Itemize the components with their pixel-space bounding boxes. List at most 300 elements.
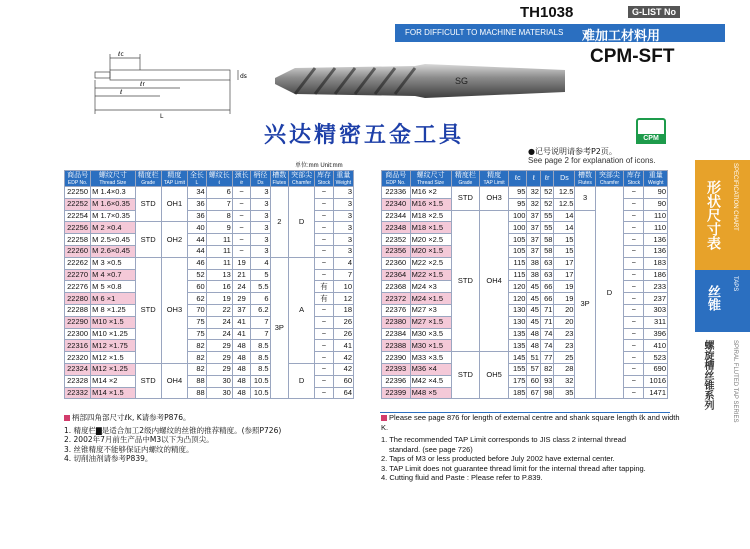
ds-cell: 10.5	[251, 375, 270, 387]
col-thread: 螺纹尺寸 Thread Size	[91, 171, 135, 187]
edp-cell: 22332	[65, 387, 91, 399]
ds-cell: 32	[554, 375, 575, 387]
ds-cell: 14	[554, 222, 575, 234]
edp-cell: 22258	[65, 234, 91, 246]
l-cell: 37	[527, 222, 541, 234]
edp-cell: 22336	[382, 187, 411, 199]
weight-cell: 10	[333, 281, 353, 293]
thread-cell: M27 ×3	[410, 304, 451, 316]
stock-cell: −	[315, 340, 334, 352]
thread-cell: M 1.6×0.35	[91, 198, 135, 210]
stock-cell: −	[315, 245, 334, 257]
L-cell: 52	[188, 269, 207, 281]
ds-cell: 15	[554, 234, 575, 246]
grade-cell: STD	[135, 187, 161, 222]
L-cell: 115	[509, 269, 527, 281]
L-cell: 130	[509, 316, 527, 328]
l-cell: 6	[206, 187, 232, 199]
ds-cell: 17	[554, 257, 575, 269]
ds-cell: 3	[251, 234, 270, 246]
l-cell: 8	[206, 210, 232, 222]
catalog-code: TH1038	[520, 4, 574, 21]
l-cell: 60	[527, 375, 541, 387]
stock-cell: −	[624, 293, 644, 305]
tap-limit-cell: OH5	[480, 352, 509, 399]
weight-cell: 4	[333, 257, 353, 269]
note-right-5: 4. Cutting fluid and Paste : Please refer to P.839.	[381, 473, 543, 482]
tap-photo	[265, 56, 585, 106]
col-stock: 库存 Stock	[315, 171, 334, 187]
col-edp: 商品号 EDP No.	[382, 171, 411, 187]
lr-cell: 66	[540, 281, 554, 293]
stock-cell: −	[315, 316, 334, 328]
note-right-1: 1. The recommended TAP Limit corresponds to JIS class 2 internal thread	[381, 435, 626, 444]
thread-cell: M 1.4×0.3	[91, 187, 135, 199]
thread-cell: M16 ×2	[410, 187, 451, 199]
col-flutes: 槽数 Flutes	[575, 171, 595, 187]
ds-cell: 28	[554, 363, 575, 375]
edp-cell: 22399	[382, 387, 411, 399]
col-stock: 库存 Stock	[624, 171, 644, 187]
lr-cell: 48	[232, 340, 251, 352]
L-cell: 82	[188, 340, 207, 352]
l-cell: 7	[206, 198, 232, 210]
thread-cell: M 2.6×0.45	[91, 245, 135, 257]
tap-dimension-drawing	[60, 44, 260, 124]
stock-cell: −	[315, 375, 334, 387]
edp-cell: 22320	[65, 352, 91, 364]
edp-cell: 22324	[65, 363, 91, 375]
ds-cell: 12.5	[554, 187, 575, 199]
ds-cell: 6.2	[251, 304, 270, 316]
weight-cell: 26	[333, 328, 353, 340]
stock-cell: −	[624, 198, 644, 210]
lr-cell: 48	[232, 352, 251, 364]
note-left-2: 2. 2002年7月前生产品中M3以下为凸顶尖。	[64, 435, 214, 444]
l-cell: 13	[206, 269, 232, 281]
lr-cell: −	[232, 210, 251, 222]
lr-cell: 48	[232, 363, 251, 375]
stock-cell: −	[315, 328, 334, 340]
chamfer-cell: D	[289, 363, 315, 398]
lr-cell: −	[232, 187, 251, 199]
weight-cell: 136	[644, 245, 668, 257]
lr-cell: −	[232, 222, 251, 234]
lr-cell: 74	[540, 340, 554, 352]
lr-cell: 41	[232, 316, 251, 328]
ds-cell: 7	[251, 328, 270, 340]
edp-cell: 22348	[382, 222, 411, 234]
l-cell: 67	[527, 387, 541, 399]
tap-limit-cell: OH3	[480, 187, 509, 211]
note-right-4: 3. TAP Limit does not guarantee thread limit for the internal thread after tapping.	[381, 463, 646, 473]
stock-cell: −	[624, 269, 644, 281]
L-cell: 70	[188, 304, 207, 316]
l-cell: 38	[527, 257, 541, 269]
stock-cell: −	[315, 222, 334, 234]
L-cell: 185	[509, 387, 527, 399]
label-L: L	[160, 113, 164, 120]
stock-cell: −	[315, 352, 334, 364]
spec-table-right	[381, 170, 668, 399]
side-tab-series-cn: 螺旋槽丝锥系列	[702, 340, 713, 410]
stock-cell: −	[624, 304, 644, 316]
thread-cell: M12 ×1.75	[91, 340, 135, 352]
stock-cell: −	[624, 352, 644, 364]
edp-cell: 22300	[65, 328, 91, 340]
lr-cell: −	[232, 234, 251, 246]
edp-cell: 22396	[382, 375, 411, 387]
lr-cell: 71	[540, 316, 554, 328]
L-cell: 120	[509, 281, 527, 293]
edp-cell: 22340	[382, 198, 411, 210]
l-cell: 30	[206, 387, 232, 399]
l-cell: 24	[206, 328, 232, 340]
l-cell: 11	[206, 234, 232, 246]
grade-cell: STD	[451, 187, 480, 211]
label-lc: ℓc	[118, 51, 124, 58]
table-row	[382, 375, 668, 387]
l-cell: 48	[527, 328, 541, 340]
glist-badge: G-LIST No	[628, 6, 680, 18]
lr-cell: −	[232, 198, 251, 210]
thread-cell: M48 ×5	[410, 387, 451, 399]
edp-cell: 22356	[382, 245, 411, 257]
weight-cell: 237	[644, 293, 668, 305]
L-cell: 82	[188, 363, 207, 375]
L-cell: 145	[509, 352, 527, 364]
weight-cell: 90	[644, 198, 668, 210]
table-row	[382, 340, 668, 352]
col-ds: Ds	[554, 171, 575, 187]
edp-cell: 22372	[382, 293, 411, 305]
lr-cell: 58	[540, 245, 554, 257]
l-cell: 24	[206, 316, 232, 328]
grade-cell: STD	[135, 222, 161, 257]
L-cell: 82	[188, 352, 207, 364]
l-cell: 22	[206, 304, 232, 316]
l-cell: 37	[527, 245, 541, 257]
col-lr: 颈长 ℓr	[232, 171, 251, 187]
weight-cell: 1471	[644, 387, 668, 399]
l-cell: 32	[527, 198, 541, 210]
thread-cell: M14 ×1.5	[91, 387, 135, 399]
weight-cell: 26	[333, 316, 353, 328]
l-cell: 45	[527, 316, 541, 328]
edp-cell: 22368	[382, 281, 411, 293]
note-right-3: 2. Taps of M3 or less producted before July 2002 have external center.	[381, 454, 615, 463]
edp-cell: 22280	[65, 293, 91, 305]
L-cell: 135	[509, 328, 527, 340]
L-cell: 105	[509, 245, 527, 257]
thread-cell: M 4 ×0.7	[91, 269, 135, 281]
edp-cell: 22252	[65, 198, 91, 210]
l-cell: 19	[206, 293, 232, 305]
l-cell: 30	[206, 375, 232, 387]
tap-limit-cell: OH3	[161, 257, 187, 363]
ds-cell: 3	[251, 210, 270, 222]
L-cell: 155	[509, 363, 527, 375]
edp-cell: 22270	[65, 269, 91, 281]
icon-note-en: See page 2 for explanation of icons.	[528, 156, 656, 165]
stock-cell: −	[315, 187, 334, 199]
label-ds: ds	[240, 73, 247, 80]
l-cell: 29	[206, 340, 232, 352]
l-cell: 57	[527, 363, 541, 375]
col-grade: 精度栏 Grade	[135, 171, 161, 187]
weight-cell: 303	[644, 304, 668, 316]
l-cell: 51	[527, 352, 541, 364]
L-cell: 75	[188, 328, 207, 340]
l-cell: 29	[206, 363, 232, 375]
L-cell: 44	[188, 234, 207, 246]
tap-limit-cell: OH2	[161, 222, 187, 257]
note-left-3: 3. 丝锥精度不能够保证内螺纹的精度。	[64, 444, 194, 454]
stock-cell: −	[624, 222, 644, 234]
side-tab-spec-cn: 形状尺寸表	[705, 180, 721, 250]
thread-cell: M12 ×1.25	[91, 363, 135, 375]
flutes-cell: 3P	[270, 257, 289, 399]
weight-cell: 60	[333, 375, 353, 387]
header-subtitle-cn: 难加工材料用	[582, 29, 661, 44]
L-cell: 120	[509, 293, 527, 305]
thread-cell: M 6 ×1	[91, 293, 135, 305]
weight-cell: 186	[644, 269, 668, 281]
table-row	[382, 187, 668, 199]
icon-note-cn: ●记号说明请参考P2页。	[528, 147, 617, 156]
L-cell: 135	[509, 340, 527, 352]
l-cell: 45	[527, 304, 541, 316]
weight-cell: 42	[333, 363, 353, 375]
col-flutes: 槽数 Flutes	[270, 171, 289, 187]
thread-cell: M22 ×2.5	[410, 257, 451, 269]
stock-cell: −	[624, 363, 644, 375]
col-ds: 柄径 Ds	[251, 171, 270, 187]
table-row	[382, 328, 668, 340]
weight-cell: 12	[333, 293, 353, 305]
thread-cell: M27 ×1.5	[410, 316, 451, 328]
lr-cell: 63	[540, 257, 554, 269]
weight-cell: 3	[333, 187, 353, 199]
ds-cell: 8.5	[251, 352, 270, 364]
l-cell: 32	[527, 187, 541, 199]
L-cell: 100	[509, 222, 527, 234]
ds-cell: 23	[554, 340, 575, 352]
side-tab-spec-en: SPECIFICATION CHART	[732, 163, 738, 231]
lr-cell: 29	[232, 293, 251, 305]
table-row	[382, 316, 668, 328]
L-cell: 88	[188, 387, 207, 399]
stock-cell: 有	[315, 281, 334, 293]
notes-right	[381, 413, 681, 483]
L-cell: 34	[188, 187, 207, 199]
thread-cell: M 1.7×0.35	[91, 210, 135, 222]
weight-cell: 41	[333, 340, 353, 352]
weight-cell: 3	[333, 198, 353, 210]
chamfer-cell: D	[595, 187, 624, 399]
edp-cell: 22352	[382, 234, 411, 246]
lr-cell: 58	[540, 234, 554, 246]
lr-cell: 74	[540, 328, 554, 340]
col-chamfer: 突部尖 Chamfer	[595, 171, 624, 187]
l-cell: 48	[527, 340, 541, 352]
weight-cell: 396	[644, 328, 668, 340]
table-row	[382, 245, 668, 257]
model-title: CPM-SFT	[590, 46, 675, 67]
ds-cell: 14	[554, 210, 575, 222]
table-row	[382, 304, 668, 316]
weight-cell: 136	[644, 234, 668, 246]
L-cell: 75	[188, 316, 207, 328]
l-cell: 37	[527, 210, 541, 222]
L-cell: 36	[188, 198, 207, 210]
thread-cell: M12 ×1.5	[91, 352, 135, 364]
thread-cell: M 2 ×0.4	[91, 222, 135, 234]
lr-cell: 82	[540, 363, 554, 375]
grade-cell: STD	[135, 363, 161, 398]
tap-limit-cell: OH4	[480, 210, 509, 352]
ds-cell: 17	[554, 269, 575, 281]
thread-cell: M24 ×1.5	[410, 293, 451, 305]
col-lr: ℓr	[540, 171, 554, 187]
L-cell: 95	[509, 187, 527, 199]
stock-cell: −	[624, 375, 644, 387]
thread-cell: M30 ×3.5	[410, 328, 451, 340]
weight-cell: 3	[333, 245, 353, 257]
edp-cell: 22376	[382, 304, 411, 316]
col-dL: ℓc	[509, 171, 527, 187]
edp-cell: 22254	[65, 210, 91, 222]
stock-cell: −	[624, 328, 644, 340]
lr-cell: 77	[540, 352, 554, 364]
stock-cell: −	[624, 316, 644, 328]
stock-cell: −	[624, 340, 644, 352]
edp-cell: 22393	[382, 363, 411, 375]
grade-cell: STD	[135, 257, 161, 363]
ds-cell: 19	[554, 281, 575, 293]
thread-cell: M16 ×1.5	[410, 198, 451, 210]
lr-cell: 41	[232, 328, 251, 340]
stock-cell: −	[624, 187, 644, 199]
weight-cell: 3	[333, 234, 353, 246]
stock-cell: −	[315, 257, 334, 269]
ds-cell: 12.5	[554, 198, 575, 210]
header-subtitle-en: FOR DIFFICULT TO MACHINE MATERIALS	[405, 28, 564, 37]
table-row	[382, 234, 668, 246]
l-cell: 38	[527, 269, 541, 281]
label-lr: ℓr	[140, 81, 145, 88]
edp-cell: 22262	[65, 257, 91, 269]
chamfer-cell: D	[289, 187, 315, 258]
edp-cell: 22250	[65, 187, 91, 199]
lr-cell: 93	[540, 375, 554, 387]
side-tab-series-en: SPIRAL FLUTED TAP SERIES	[732, 340, 738, 423]
stock-cell: −	[624, 281, 644, 293]
col-thread: 螺纹尺寸 Thread Size	[410, 171, 451, 187]
ds-cell: 8.5	[251, 340, 270, 352]
thread-cell: M10 ×1.5	[91, 316, 135, 328]
l-cell: 16	[206, 281, 232, 293]
thread-cell: M14 ×2	[91, 375, 135, 387]
L-cell: 44	[188, 245, 207, 257]
ds-cell: 23	[554, 328, 575, 340]
col-weight: 重量 Weight	[333, 171, 353, 187]
ds-cell: 20	[554, 304, 575, 316]
L-cell: 62	[188, 293, 207, 305]
lr-cell: 24	[232, 281, 251, 293]
cpm-logo-label: CPM	[636, 134, 666, 144]
ds-cell: 4	[251, 257, 270, 269]
weight-cell: 311	[644, 316, 668, 328]
flutes-cell: 2	[270, 187, 289, 258]
edp-cell: 22380	[382, 316, 411, 328]
stock-cell: −	[624, 234, 644, 246]
table-row	[65, 257, 354, 269]
weight-cell: 64	[333, 387, 353, 399]
ds-cell: 3	[251, 245, 270, 257]
L-cell: 100	[509, 210, 527, 222]
stock-cell: −	[315, 234, 334, 246]
table-row	[382, 257, 668, 269]
col-tap: 精度 TAP Limit	[480, 171, 509, 187]
spec-table-left	[64, 170, 354, 399]
unit-label: 单位:mm Unit:mm	[295, 163, 343, 169]
L-cell: 46	[188, 257, 207, 269]
edp-cell: 22260	[65, 245, 91, 257]
thread-cell: M 8 ×1.25	[91, 304, 135, 316]
stock-cell: −	[315, 304, 334, 316]
thread-cell: M 2.5×0.45	[91, 234, 135, 246]
edp-cell: 22390	[382, 352, 411, 364]
l-cell: 29	[206, 352, 232, 364]
note-left-4: 4. 切削油剂请参考P839。	[64, 454, 153, 463]
thread-cell: M20 ×2.5	[410, 234, 451, 246]
stock-cell: −	[315, 269, 334, 281]
thread-cell: M 5 ×0.8	[91, 281, 135, 293]
L-cell: 36	[188, 210, 207, 222]
weight-cell: 233	[644, 281, 668, 293]
L-cell: 95	[509, 198, 527, 210]
weight-cell: 3	[333, 222, 353, 234]
l-cell: 9	[206, 222, 232, 234]
thread-cell: M24 ×3	[410, 281, 451, 293]
watermark-text: 兴达精密五金工具	[264, 122, 465, 148]
ds-cell: 3	[251, 222, 270, 234]
edp-cell: 22288	[65, 304, 91, 316]
weight-cell: 7	[333, 269, 353, 281]
table-row	[65, 187, 354, 199]
L-cell: 105	[509, 234, 527, 246]
ds-cell: 35	[554, 387, 575, 399]
weight-cell: 110	[644, 210, 668, 222]
stock-cell: −	[624, 387, 644, 399]
label-l: ℓ	[120, 89, 123, 96]
l-cell: 11	[206, 245, 232, 257]
l-cell: 37	[527, 234, 541, 246]
notes-left	[64, 413, 364, 464]
ds-cell: 3	[251, 187, 270, 199]
edp-cell: 22344	[382, 210, 411, 222]
col-L: 全长 L	[188, 171, 207, 187]
edp-cell: 22384	[382, 328, 411, 340]
ds-cell: 25	[554, 352, 575, 364]
tap-logo: SG	[455, 76, 469, 86]
thread-cell: M30 ×1.5	[410, 340, 451, 352]
edp-cell: 22388	[382, 340, 411, 352]
lr-cell: 52	[540, 198, 554, 210]
lr-cell: 52	[540, 187, 554, 199]
edp-cell: 22290	[65, 316, 91, 328]
